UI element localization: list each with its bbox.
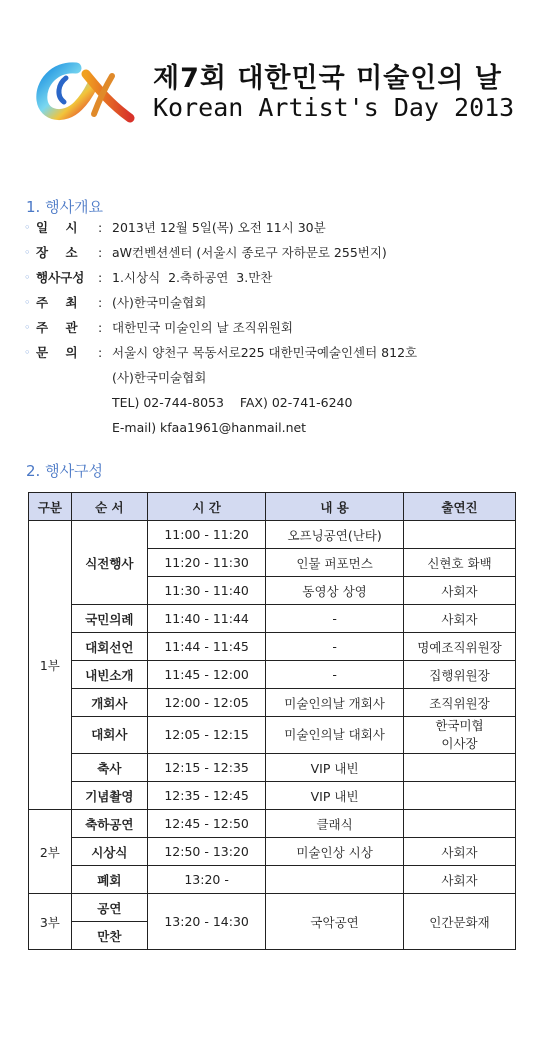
performer-line: 이사장 <box>441 736 478 751</box>
info-value: aW컨벤션센터 (서울시 종로구 자하문로 255번지) <box>112 245 387 260</box>
info-row-contact <box>24 345 524 370</box>
content-cell <box>266 866 404 894</box>
section-title-overview: 1. 행사개요 <box>26 198 104 216</box>
info-value: 대한민국 미술인의 날 조직위원회 <box>112 320 293 335</box>
table-row <box>29 717 516 754</box>
program-cell: 기념촬영 <box>71 782 147 810</box>
column-header-content: 내 용 <box>266 493 404 521</box>
time-cell: 11:45 - 12:00 <box>148 661 266 689</box>
column-header-part: 구분 <box>29 493 72 521</box>
program-cell: 공연 <box>71 894 147 922</box>
part-cell: 2부 <box>29 810 72 894</box>
content-cell: 미술인상 시상 <box>266 838 404 866</box>
performer-line: 한국미협 <box>435 718 484 733</box>
time-cell: 11:30 - 11:40 <box>148 577 266 605</box>
contact-org: (사)한국미술협회 <box>112 370 207 385</box>
program-cell: 개회사 <box>71 689 147 717</box>
table-row <box>29 605 516 633</box>
program-cell: 대회선언 <box>71 633 147 661</box>
colon: : <box>98 345 103 360</box>
bullet-icon: ◦ <box>24 221 31 234</box>
time-cell: 12:00 - 12:05 <box>148 689 266 717</box>
contact-phone: TEL) 02-744-8053 FAX) 02-741-6240 <box>112 395 353 410</box>
info-label: 일 시 <box>36 220 78 235</box>
info-label: 주 최 <box>36 295 78 310</box>
table-header-row <box>29 493 516 521</box>
table-row <box>29 754 516 782</box>
performer-cell <box>403 782 515 810</box>
program-cell: 내빈소개 <box>71 661 147 689</box>
table-row <box>29 838 516 866</box>
content-cell: 오프닝공연(난타) <box>266 521 404 549</box>
info-row-date <box>24 220 524 245</box>
time-cell: 12:35 - 12:45 <box>148 782 266 810</box>
program-cell: 축사 <box>71 754 147 782</box>
table-row <box>29 633 516 661</box>
time-cell: 12:15 - 12:35 <box>148 754 266 782</box>
event-overview <box>24 220 524 445</box>
program-cell: 시상식 <box>71 838 147 866</box>
time-cell: 12:05 - 12:15 <box>148 717 266 754</box>
program-cell: 폐회 <box>71 866 147 894</box>
contact-email[interactable]: E-mail) kfaa1961@hanmail.net <box>112 420 307 435</box>
bullet-icon: ◦ <box>24 296 31 309</box>
content-cell: - <box>266 633 404 661</box>
program-cell: 대회사 <box>71 717 147 754</box>
section-title-schedule: 2. 행사구성 <box>26 462 104 480</box>
time-cell: 13:20 - <box>148 866 266 894</box>
performer-cell: 사회자 <box>403 605 515 633</box>
colon: : <box>98 220 103 235</box>
column-header-time: 시 간 <box>148 493 266 521</box>
colon: : <box>98 295 103 310</box>
table-row <box>29 782 516 810</box>
table-row <box>29 521 516 549</box>
schedule-table <box>28 492 516 950</box>
table-row <box>29 810 516 838</box>
performer-cell <box>403 717 515 754</box>
bullet-icon: ◦ <box>24 346 31 359</box>
column-header-order: 순 서 <box>71 493 147 521</box>
content-cell: 미술인의날 개회사 <box>266 689 404 717</box>
info-value: 서울시 양천구 목동서로225 대한민국예술인센터 812호 <box>112 345 418 360</box>
column-header-performer: 출연진 <box>403 493 515 521</box>
performer-cell: 집행위원장 <box>403 661 515 689</box>
performer-cell: 신현호 화백 <box>403 549 515 577</box>
content-cell: 클래식 <box>266 810 404 838</box>
time-cell: 11:20 - 11:30 <box>148 549 266 577</box>
info-value: (사)한국미술협회 <box>112 295 207 310</box>
performer-cell: 사회자 <box>403 866 515 894</box>
content-cell: - <box>266 605 404 633</box>
performer-cell <box>403 754 515 782</box>
content-cell: 미술인의날 대회사 <box>266 717 404 754</box>
part-cell: 3부 <box>29 894 72 950</box>
info-label: 장 소 <box>36 245 78 260</box>
performer-cell: 인간문화재 <box>403 894 515 950</box>
info-row-program <box>24 270 524 295</box>
colon: : <box>98 320 103 335</box>
info-label: 행사구성 <box>36 270 85 285</box>
event-logo-icon <box>36 56 136 126</box>
performer-cell: 조직위원장 <box>403 689 515 717</box>
page-title-korean: 제7회 대한민국 미술인의 날 <box>153 63 502 94</box>
header <box>0 0 542 150</box>
info-value: 1.시상식 2.축하공연 3.만찬 <box>112 270 273 285</box>
content-cell: - <box>266 661 404 689</box>
time-cell: 12:45 - 12:50 <box>148 810 266 838</box>
info-label: 주 관 <box>36 320 78 335</box>
content-cell: VIP 내빈 <box>266 782 404 810</box>
info-row-host <box>24 295 524 320</box>
content-cell: 동영상 상영 <box>266 577 404 605</box>
performer-cell: 사회자 <box>403 577 515 605</box>
program-cell: 만찬 <box>71 922 147 950</box>
colon: : <box>98 270 103 285</box>
table-row <box>29 866 516 894</box>
content-cell: VIP 내빈 <box>266 754 404 782</box>
content-cell: 국악공연 <box>266 894 404 950</box>
performer-cell <box>403 810 515 838</box>
colon: : <box>98 245 103 260</box>
table-row <box>29 661 516 689</box>
info-row-venue <box>24 245 524 270</box>
table-row <box>29 689 516 717</box>
program-cell: 축하공연 <box>71 810 147 838</box>
time-cell: 11:40 - 11:44 <box>148 605 266 633</box>
info-label: 문 의 <box>36 345 78 360</box>
content-cell: 인물 퍼포먼스 <box>266 549 404 577</box>
info-row-organizer <box>24 320 524 345</box>
info-value: 2013년 12월 5일(목) 오전 11시 30분 <box>112 220 326 235</box>
part-cell: 1부 <box>29 521 72 810</box>
performer-cell: 명예조직위원장 <box>403 633 515 661</box>
bullet-icon: ◦ <box>24 246 31 259</box>
table-row <box>29 894 516 922</box>
page-title-english: Korean Artist's Day 2013 <box>153 93 515 122</box>
bullet-icon: ◦ <box>24 321 31 334</box>
time-cell: 12:50 - 13:20 <box>148 838 266 866</box>
performer-cell: 사회자 <box>403 838 515 866</box>
time-cell: 11:00 - 11:20 <box>148 521 266 549</box>
performer-cell <box>403 521 515 549</box>
program-cell: 식전행사 <box>71 521 147 605</box>
program-cell: 국민의례 <box>71 605 147 633</box>
time-cell: 11:44 - 11:45 <box>148 633 266 661</box>
time-cell: 13:20 - 14:30 <box>148 894 266 950</box>
bullet-icon: ◦ <box>24 271 31 284</box>
